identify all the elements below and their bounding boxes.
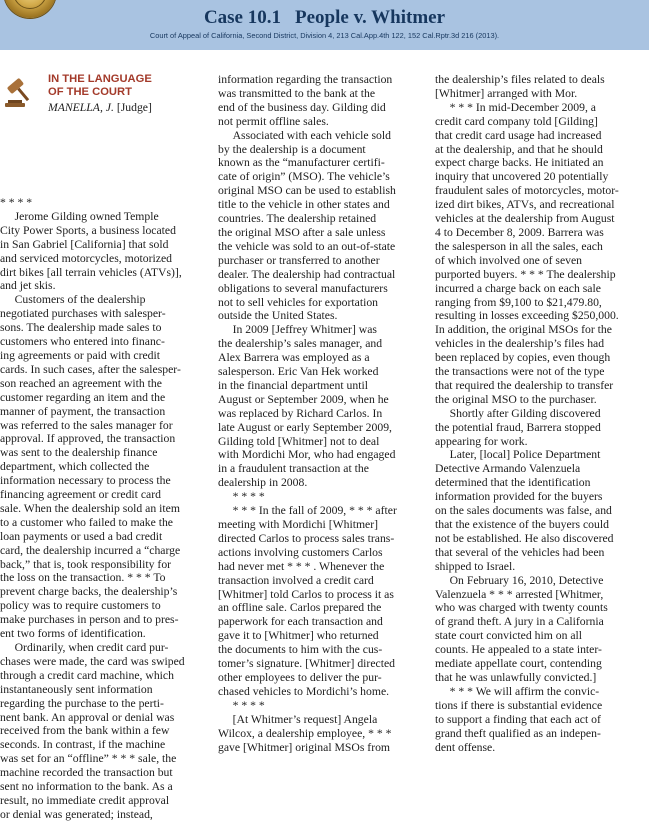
text-line: late August or early September 2009, bbox=[218, 420, 392, 434]
text-line: purchaser or transferred to another bbox=[218, 253, 380, 267]
text-line: policy was to require customers to bbox=[0, 599, 161, 613]
text-line: City Power Sports, a business located bbox=[0, 223, 176, 237]
text-line: expect charge backs. He initiated an bbox=[435, 156, 604, 170]
text-line: that credit card usage had increased bbox=[435, 128, 602, 142]
text-line: * * * * bbox=[0, 196, 33, 209]
language-of-court-heading bbox=[2, 73, 222, 127]
text-line: the transactions were not of the type bbox=[435, 365, 605, 379]
text-line: Later, [local] Police Department bbox=[435, 448, 601, 462]
text-line: transaction involved a credit card bbox=[218, 573, 374, 587]
text-line: chases were made, the card was swiped bbox=[0, 654, 185, 668]
text-line: received from the bank within a few bbox=[0, 724, 170, 738]
text-line: Alex Barrera was employed as a bbox=[218, 351, 370, 365]
text-line: mediate appellate court, contending bbox=[435, 657, 602, 671]
text-line: not permit offline sales. bbox=[218, 114, 329, 128]
text-line: to support a finding that each act of bbox=[435, 712, 601, 726]
text-line: On February 16, 2010, Detective bbox=[435, 573, 604, 587]
text-line: Gilding told [Whitmer] not to deal bbox=[218, 434, 380, 448]
gavel-icon bbox=[2, 77, 34, 109]
text-line: that required the dealership to transfer bbox=[435, 378, 614, 392]
text-line: with Mordichi Mor, who had engaged bbox=[218, 448, 396, 462]
text-line: dealership in 2008. bbox=[218, 476, 308, 490]
text-line: paperwork for each transaction and bbox=[218, 615, 383, 629]
text-column-2 bbox=[218, 73, 428, 754]
case-name: People v. Whitmer bbox=[295, 7, 446, 28]
text-line: instantaneously sent information bbox=[0, 682, 153, 696]
text-line: card, the dealership incurred a “charge bbox=[0, 543, 181, 557]
text-line: and serviced motorcycles, motorized bbox=[0, 251, 173, 265]
text-line: information provided for the buyers bbox=[435, 490, 603, 504]
column-1-body bbox=[0, 196, 212, 822]
text-line: shipped to Israel. bbox=[435, 559, 516, 573]
text-line: Detective Armando Valenzuela bbox=[435, 462, 581, 476]
text-line: information regarding the transaction bbox=[218, 73, 393, 86]
case-number: Case 10.1 bbox=[203, 7, 281, 28]
text-line: son reached an agreement with the bbox=[0, 376, 162, 390]
text-line: In 2009 [Jeffrey Whitmer] was bbox=[218, 323, 377, 337]
text-line: the documents to him with the cus- bbox=[218, 643, 383, 657]
text-line: ing agreements or paid with credit bbox=[0, 348, 161, 362]
text-line: * * * * bbox=[218, 490, 265, 504]
text-line: * * * * bbox=[218, 698, 265, 712]
text-line: been replaced by copies, even though bbox=[435, 351, 611, 365]
text-line: an offline sale. Carlos prepared the bbox=[218, 601, 382, 615]
text-line: determined that the identification bbox=[435, 476, 591, 490]
text-line: sent no information to the bank. As a bbox=[0, 780, 173, 794]
text-line: or denial was generated; instead, bbox=[0, 807, 153, 821]
text-line: manner of payment, the transaction bbox=[0, 404, 166, 418]
text-line: back,” that is, took responsibility for bbox=[0, 557, 172, 571]
text-line: August or September 2009, when he bbox=[218, 392, 389, 406]
text-line: the potential fraud, Barrera stopped bbox=[435, 420, 601, 434]
text-line: gave [Whitmer] original MSOs from bbox=[218, 740, 391, 754]
text-line: was set for an “offline” * * * sale, the bbox=[0, 752, 177, 766]
text-line: Ordinarily, when credit card pur- bbox=[0, 641, 169, 654]
text-line: customer regarding an item and the bbox=[0, 390, 166, 404]
text-line: known as the “manufacturer certifi- bbox=[218, 156, 385, 170]
text-line: [Whitmer] told Carlos to process it as bbox=[218, 587, 394, 601]
text-line: customers who entered into financ- bbox=[0, 335, 165, 349]
text-line: not to sell vehicles for exportation bbox=[218, 295, 379, 309]
text-line: through a credit card machine, which bbox=[0, 668, 174, 682]
text-line: information necessary to process the bbox=[0, 474, 171, 488]
text-line: incurred a charge back on each sale bbox=[435, 281, 601, 295]
text-line: title to the vehicle in other states and bbox=[218, 198, 390, 212]
text-line: chased vehicles to Mordichi’s home. bbox=[218, 684, 390, 698]
text-line: dent offense. bbox=[435, 740, 496, 754]
text-line: department, which collected the bbox=[0, 460, 150, 474]
text-line: * * * In mid-December 2009, a bbox=[435, 100, 596, 114]
text-line: appearing for work. bbox=[435, 434, 528, 448]
text-line: credit card company told [Gilding] bbox=[435, 114, 598, 128]
text-line: seconds. In contrast, if the machine bbox=[0, 738, 166, 752]
text-line: the vehicle was sold to an out-of-state bbox=[218, 239, 396, 253]
text-line: the original MSO after a sale unless bbox=[218, 225, 386, 239]
text-line: vehicles at the dealership from August bbox=[435, 212, 615, 226]
text-line: tions if there is substantial evidence bbox=[435, 698, 603, 712]
text-line: was transmitted to the bank at the bbox=[218, 86, 376, 100]
text-line: original MSO can be used to establish bbox=[218, 184, 396, 198]
text-line: in a fraudulent transaction at the bbox=[218, 462, 369, 476]
text-line: obligations to several manufacturers bbox=[218, 281, 388, 295]
text-line: was replaced by Richard Carlos. In bbox=[218, 406, 383, 420]
text-line: tomer’s signature. [Whitmer] directed bbox=[218, 657, 395, 671]
text-line: outside the United States. bbox=[218, 309, 338, 323]
text-line: Shortly after Gilding discovered bbox=[435, 406, 601, 420]
text-line: financing agreement or credit card bbox=[0, 488, 161, 502]
text-line: of which involved one of seven bbox=[435, 253, 583, 267]
text-line: [Whitmer] arranged with Mor. bbox=[435, 86, 578, 100]
text-line: nent bank. An approval or denial was bbox=[0, 710, 175, 724]
text-line: result, no immediate credit approval bbox=[0, 793, 170, 807]
text-line: cards. In such cases, after the salesper- bbox=[0, 362, 181, 376]
section-heading: IN THE LANGUAGE OF THE COURT bbox=[48, 73, 152, 98]
text-line: make purchases in person and to pres- bbox=[0, 613, 179, 627]
text-line: directed Carlos to process sales trans- bbox=[218, 531, 395, 545]
text-line: dirt bikes [all terrain vehicles (ATVs)], bbox=[0, 265, 182, 279]
case-title bbox=[0, 7, 649, 29]
case-header bbox=[0, 0, 649, 50]
text-line: countries. The dealership retained bbox=[218, 212, 377, 226]
text-line: Jerome Gilding owned Temple bbox=[0, 209, 159, 223]
text-line: at the dealership, and that he should bbox=[435, 142, 603, 156]
text-line: that the existence of the buyers could bbox=[435, 518, 609, 531]
text-line: dealer. The dealership had contractual bbox=[218, 267, 396, 281]
text-line: ized dirt bikes, ATVs, and recreational bbox=[435, 198, 615, 212]
text-line: other employees to deliver the pur- bbox=[218, 670, 382, 684]
text-line: salesperson. Eric Van Hek worked bbox=[218, 365, 379, 379]
text-line: actions involving customers Carlos bbox=[218, 545, 383, 559]
text-line: by the dealership is a document bbox=[218, 142, 366, 156]
text-line: cate of origin” (MSO). The vehicle’s bbox=[218, 170, 390, 184]
text-line: was referred to the sales manager for bbox=[0, 418, 173, 432]
text-line: the dealership’s files related to deals bbox=[435, 73, 605, 86]
text-line: sale. When the dealership sold an item bbox=[0, 501, 180, 515]
text-line: regarding the purchase to the perti- bbox=[0, 696, 164, 710]
text-line: 4 to December 8, 2009. Barrera was bbox=[435, 225, 604, 239]
text-line: was sent to the dealership finance bbox=[0, 446, 158, 460]
case-citation: Court of Appeal of California, Second District, Division 4, 213 Cal.App.4th 122, 152 Cal.Rptr.3d 216 (2013). bbox=[149, 31, 500, 40]
text-line: in the financial department until bbox=[218, 378, 368, 392]
text-line: Wilcox, a dealership employee, * * * bbox=[218, 726, 392, 740]
text-line: ent two forms of identification. bbox=[0, 627, 146, 641]
text-line: on the sales documents was false, and bbox=[435, 504, 612, 518]
text-line: Valenzuela * * * arrested [Whitmer, bbox=[435, 587, 604, 601]
text-line: in San Gabriel [California] that sold bbox=[0, 237, 169, 251]
text-line: Associated with each vehicle sold bbox=[218, 128, 391, 142]
text-line: * * * In the fall of 2009, * * * after bbox=[218, 504, 397, 518]
text-line: the salesperson in all the sales, each bbox=[435, 239, 603, 253]
text-line: machine recorded the transaction but bbox=[0, 766, 173, 780]
text-line: inquiry that uncovered 20 potentially bbox=[435, 170, 609, 184]
text-line: had never met * * * . Whenever the bbox=[218, 559, 385, 573]
text-line: that several of the vehicles had been bbox=[435, 545, 605, 559]
text-line: * * * We will affirm the convic- bbox=[435, 684, 600, 698]
text-line: loan payments or used a bad credit bbox=[0, 529, 163, 543]
text-line: not be established. He also discovered bbox=[435, 531, 614, 545]
text-line: vehicles in the dealership’s files had bbox=[435, 337, 605, 351]
text-line: approval. If approved, the transaction bbox=[0, 432, 176, 446]
judge-attribution: MANELLA, J. [Judge] bbox=[48, 101, 152, 114]
text-line: prevent charge backs, the dealership’s bbox=[0, 585, 178, 599]
text-line: of grand theft. A jury in a California bbox=[435, 615, 604, 629]
text-line: to a customer who failed to make the bbox=[0, 515, 173, 529]
text-line: state court convicted him on all bbox=[435, 629, 583, 643]
text-line: meeting with Mordichi [Whitmer] bbox=[218, 518, 379, 531]
text-line: end of the business day. Gilding did bbox=[218, 100, 386, 114]
text-line: and jet skis. bbox=[0, 279, 56, 293]
text-line: resulting in losses exceeding $250,000. bbox=[435, 309, 619, 323]
text-line: counts. He appealed to a state inter- bbox=[435, 643, 602, 657]
text-line: purported buyers. * * * The dealership bbox=[435, 267, 616, 281]
text-line: ranging from $9,100 to $21,479.80, bbox=[435, 295, 602, 309]
text-line: gave it to [Whitmer] who returned bbox=[218, 629, 379, 643]
text-line: grand theft qualified as an indepen- bbox=[435, 726, 601, 740]
text-line: the original MSO to the purchaser. bbox=[435, 392, 597, 406]
text-line: Customers of the dealership bbox=[0, 293, 146, 307]
text-line: who was charged with twenty counts bbox=[435, 601, 608, 615]
text-line: the loss on the transaction. * * * To bbox=[0, 571, 166, 585]
text-line: sons. The dealership made sales to bbox=[0, 321, 162, 335]
text-line: In addition, the original MSOs for the bbox=[435, 323, 612, 337]
text-line: [At Whitmer’s request] Angela bbox=[218, 712, 378, 726]
text-line: that he was unlawfully convicted.] bbox=[435, 670, 597, 684]
text-line: negotiated purchases with salesper- bbox=[0, 307, 166, 321]
text-line: the dealership’s sales manager, and bbox=[218, 337, 383, 351]
text-column-3 bbox=[435, 73, 645, 754]
text-line: fraudulent sales of motorcycles, motor- bbox=[435, 184, 619, 198]
